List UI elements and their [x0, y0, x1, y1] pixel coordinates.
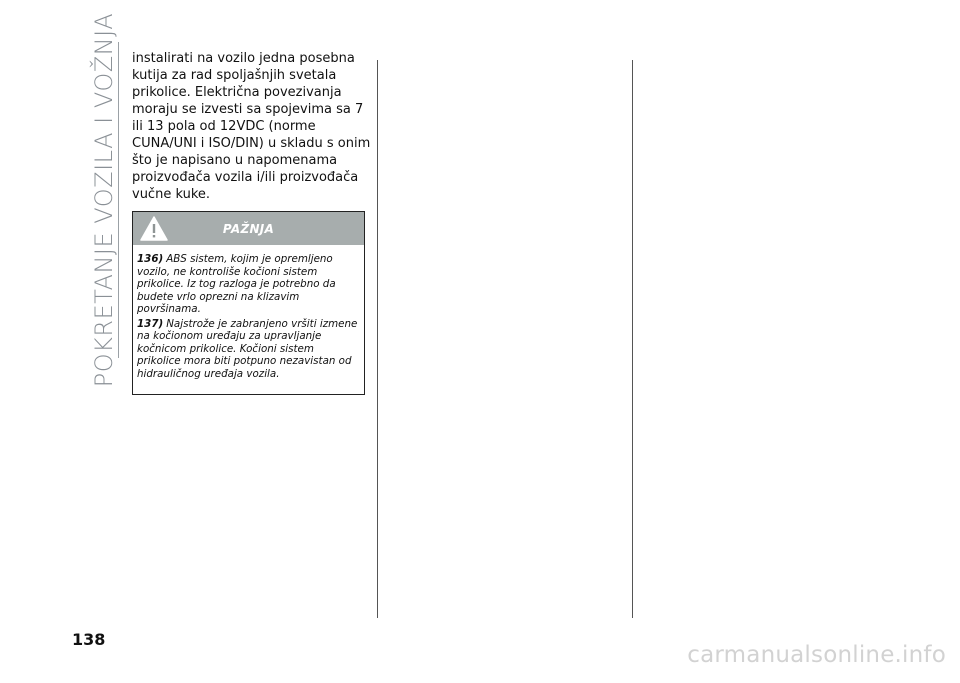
note-text: Najstrože je zabranjeno vršiti izmene na kočionom uređaju za upravljanje kočnicom prikolice. Kočioni sistem prikolice mora biti potpuno nezavistan od hidrauličnog uređaja vozila. [137, 317, 358, 380]
warning-note [137, 318, 360, 381]
page-number: 138 [72, 630, 106, 649]
warning-header [133, 212, 364, 245]
body-paragraph: instalirati na vozilo jedna posebna kutija za rad spoljašnjih svetala prikolice. Električna povezivanja moraju se izvesti sa spojevima sa 7 ili 13 pola od 12VDC (norme CUNA/UNI i ISO/DIN) u skladu s onim što je napisano u napomenama proizvođača vozila i/ili proizvođača vučne kuke. [132, 51, 371, 202]
column-divider [377, 60, 378, 618]
side-title-rule [118, 42, 119, 358]
warning-box [132, 211, 365, 395]
note-number: 136) [137, 253, 164, 265]
warning-triangle-icon [139, 215, 169, 242]
warning-title: PAŽNJA [222, 221, 275, 236]
warning-note [137, 253, 360, 316]
body-text-column [132, 50, 372, 203]
section-title: POKRETANJE VOZILA I VOŽNJA [90, 12, 118, 388]
column-divider [632, 60, 633, 618]
watermark-text: carmanualsonline.info [687, 642, 946, 668]
warning-notes [133, 245, 364, 380]
note-number: 137) [137, 317, 164, 330]
note-text: ABS sistem, kojim je opremljeno vozilo, ne kontroliše kočioni sistem prikolice. Iz tog razloga je potrebno da budete vrlo oprezni na klizavim površinama. [137, 253, 336, 315]
